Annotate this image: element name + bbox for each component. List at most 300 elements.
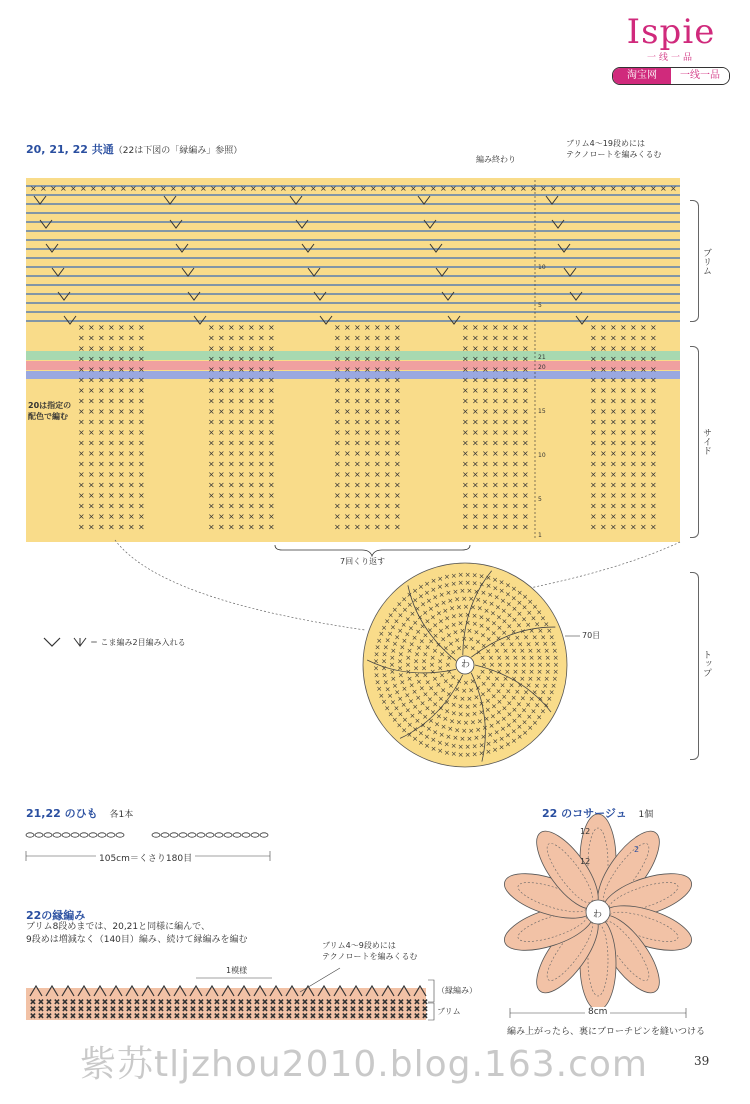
ring-stitch: ×: [490, 692, 497, 701]
stitch-x: ×: [138, 323, 145, 332]
edging-x: ×: [310, 998, 316, 1006]
stitch-x: ×: [600, 480, 607, 490]
cord-title: [26, 805, 133, 821]
ring-stitch: ×: [540, 707, 546, 716]
stitch-x-top: ×: [280, 184, 287, 193]
stitch-x: ×: [492, 449, 499, 458]
ring-stitch: ×: [450, 742, 457, 751]
ring-stitch: ×: [446, 667, 453, 676]
chain-oval: [35, 833, 43, 837]
stitch-x: ×: [610, 459, 617, 469]
stitch-x: ×: [492, 480, 499, 490]
stitch-x: ×: [354, 512, 361, 521]
stitch-x: ×: [640, 449, 647, 458]
ring-stitch: ×: [430, 744, 437, 753]
stitch-x: ×: [492, 333, 499, 343]
stitch-x-top: ×: [400, 184, 407, 193]
ring-stitch: ×: [381, 671, 388, 680]
ring-stitch: ×: [493, 593, 500, 602]
stitch-x: ×: [208, 375, 215, 385]
stitch-x: ×: [248, 344, 255, 353]
stitch-x: ×: [138, 512, 145, 521]
stitch-x: ×: [394, 480, 401, 490]
ring-stitch: ×: [397, 657, 403, 666]
stitch-x: ×: [640, 396, 647, 406]
ring-stitch: ×: [495, 634, 502, 643]
stitch-x: ×: [610, 470, 617, 479]
ring-stitch: ×: [463, 643, 469, 651]
ring-stitch: ×: [414, 605, 421, 614]
stitch-x: ×: [128, 344, 135, 353]
ring-stitch: ×: [552, 667, 559, 676]
ring-stitch: ×: [505, 687, 512, 696]
ring-stitch: ×: [447, 725, 454, 734]
edging-x: ×: [78, 1005, 84, 1013]
ring-stitch: ×: [396, 600, 403, 609]
ring-stitch: ×: [445, 661, 451, 669]
ring-stitch: ×: [399, 643, 406, 652]
edging-x: ×: [278, 1012, 284, 1020]
stitch-x: ×: [334, 459, 341, 469]
stitch-x: ×: [218, 354, 225, 364]
ring-stitch: ×: [537, 661, 543, 669]
stitch-x: ×: [462, 396, 469, 406]
stitch-x: ×: [590, 407, 597, 416]
ring-stitch: ×: [471, 702, 478, 711]
stitch-x: ×: [590, 323, 597, 332]
ring-stitch: ×: [480, 732, 487, 741]
ring-stitch: ×: [378, 691, 385, 700]
stitch-x: ×: [472, 491, 479, 500]
stitch-x: ×: [650, 407, 657, 416]
stitch-x: ×: [248, 512, 255, 521]
ring-stitch: ×: [444, 623, 450, 632]
stitch-x: ×: [600, 344, 607, 353]
stitch-x: ×: [620, 417, 627, 427]
stitch-x: ×: [492, 375, 499, 385]
stitch-x: ×: [462, 333, 469, 343]
stitch-x: ×: [108, 438, 115, 448]
ring-stitch: ×: [536, 653, 543, 662]
ring-stitch: ×: [454, 685, 461, 694]
stitch-x: ×: [334, 501, 341, 511]
stitch-x-top: ×: [570, 184, 577, 193]
edging-x: ×: [366, 998, 372, 1006]
edging-x: ×: [278, 998, 284, 1006]
ring-stitch: ×: [471, 579, 478, 588]
edging-x: ×: [382, 998, 388, 1006]
ring-stitch: ×: [527, 597, 534, 606]
ring-stitch: ×: [373, 664, 379, 673]
stitch-x: ×: [334, 375, 341, 385]
edging-x: ×: [414, 1005, 420, 1013]
ring-stitch: ×: [432, 728, 439, 737]
stitch-x: ×: [610, 396, 617, 406]
ring-stitch: ×: [515, 621, 522, 630]
ring-stitch: ×: [501, 704, 508, 713]
stitch-x: ×: [600, 470, 607, 479]
edging-x: ×: [166, 998, 172, 1006]
ring-stitch: ×: [421, 657, 428, 666]
edging-x: ×: [86, 1005, 92, 1013]
stitch-x: ×: [384, 480, 391, 490]
stitch-x: ×: [238, 522, 245, 532]
ring-stitch: ×: [501, 617, 508, 626]
brim-row-number-10: 10: [538, 264, 546, 271]
ring-stitch: ×: [400, 701, 407, 710]
edging-x: ×: [198, 1012, 204, 1020]
stitch-x: ×: [590, 480, 597, 490]
stitch-x-top: ×: [90, 184, 97, 193]
stitch-x: ×: [522, 417, 529, 427]
ring-stitch: ×: [494, 674, 500, 683]
stitch-x: ×: [334, 323, 341, 332]
top-bracket-right: [690, 572, 699, 760]
stitch-x: ×: [650, 323, 657, 332]
stitch-x: ×: [374, 365, 381, 374]
stitch-x: ×: [344, 480, 351, 490]
ring-stitch: ×: [405, 667, 412, 676]
ring-stitch: ×: [446, 654, 453, 663]
chain-oval: [188, 833, 196, 837]
ring-stitch: ×: [450, 612, 457, 621]
stitch-x: ×: [364, 375, 371, 385]
row-number-10: 10: [538, 452, 546, 459]
edging-x: ×: [206, 1012, 212, 1020]
edging-x: ×: [238, 1012, 244, 1020]
ring-stitch: ×: [490, 641, 497, 650]
ring-stitch: ×: [487, 730, 494, 739]
stitch-x: ×: [640, 354, 647, 364]
stitch-x: ×: [118, 375, 125, 385]
stitch-x: ×: [512, 459, 519, 469]
stitch-x: ×: [344, 344, 351, 353]
ring-stitch: ×: [516, 588, 523, 597]
stitch-x: ×: [600, 396, 607, 406]
ring-stitch: ×: [519, 627, 526, 636]
ring-stitch: ×: [459, 627, 466, 636]
ring-stitch: ×: [504, 740, 511, 749]
ring-stitch: ×: [480, 680, 487, 689]
ring-stitch: ×: [419, 622, 426, 631]
ring-stitch: ×: [540, 614, 546, 623]
ring-stitch: ×: [492, 584, 499, 593]
stitch-x: ×: [374, 522, 381, 532]
stitch-x: ×: [512, 354, 519, 364]
edging-desc: ブリム8段めまでは、20,21と同様に編んで、 9段めは増減なく（140目）編み、続けて縁編みを編む: [26, 922, 248, 945]
ring-stitch: ×: [404, 615, 411, 624]
stitch-x: ×: [128, 375, 135, 385]
stitch-x: ×: [630, 480, 637, 490]
ring-stitch: ×: [527, 724, 534, 733]
ring-stitch: ×: [463, 719, 469, 727]
stitch-x: ×: [384, 491, 391, 500]
stitch-x: ×: [512, 323, 519, 332]
stitch-x: ×: [78, 480, 85, 490]
stitch-x: ×: [482, 459, 489, 469]
stitch-x-top: ×: [360, 184, 367, 193]
row-number-21: 21: [538, 354, 546, 361]
stitch-x: ×: [218, 470, 225, 479]
ring-stitch: ×: [428, 684, 435, 693]
ring-stitch: ×: [500, 596, 506, 605]
stitch-x: ×: [620, 491, 627, 500]
ring-stitch: ×: [401, 636, 408, 645]
repeat-label: 7回くり返す: [340, 557, 386, 566]
stitch-x: ×: [228, 417, 235, 427]
stitch-x: ×: [522, 501, 529, 511]
stitch-x-top: ×: [500, 184, 507, 193]
stitch-x: ×: [610, 480, 617, 490]
stitch-x: ×: [258, 522, 265, 532]
ring-stitch: ×: [490, 702, 497, 711]
edging-x: ×: [150, 1012, 156, 1020]
edging-x: ×: [190, 1005, 196, 1013]
edging-x: ×: [342, 998, 348, 1006]
stitch-x: ×: [138, 386, 145, 395]
ring-stitch: ×: [552, 654, 559, 663]
ring-stitch: ×: [540, 688, 547, 697]
stitch-x: ×: [128, 333, 135, 343]
ring-stitch: ×: [420, 721, 426, 730]
edging-x: ×: [358, 1012, 364, 1020]
edging-x: ×: [182, 1005, 188, 1013]
edging-x: ×: [342, 1005, 348, 1013]
ring-stitch: ×: [390, 623, 396, 632]
ring-stitch: ×: [415, 628, 422, 637]
edging-x: ×: [326, 998, 332, 1006]
stitch-x: ×: [374, 375, 381, 385]
stitch-x: ×: [462, 375, 469, 385]
ring-stitch: ×: [397, 694, 404, 703]
edging-x: ×: [286, 998, 292, 1006]
ring-stitch: ×: [456, 718, 462, 727]
edging-x: ×: [206, 998, 212, 1006]
stitch-x: ×: [600, 428, 607, 437]
edging-x: ×: [158, 998, 164, 1006]
ring-stitch: ×: [442, 606, 449, 615]
stitch-x: ×: [590, 333, 597, 343]
stitch-x: ×: [208, 333, 215, 343]
stitch-x: ×: [268, 407, 275, 416]
stitch-x: ×: [522, 428, 529, 437]
edging-x: ×: [102, 1005, 108, 1013]
stitch-x: ×: [228, 396, 235, 406]
stitch-x: ×: [522, 407, 529, 416]
stitch-x: ×: [228, 491, 235, 500]
stitch-x: ×: [354, 417, 361, 427]
ring-stitch: ×: [520, 667, 527, 676]
stitch-x: ×: [502, 365, 509, 374]
stitch-x: ×: [492, 428, 499, 437]
stitch-x: ×: [108, 333, 115, 343]
stitch-x: ×: [228, 354, 235, 364]
stitch-x: ×: [98, 438, 105, 448]
stitch-x: ×: [218, 501, 225, 511]
stitch-x: ×: [374, 386, 381, 395]
ring-stitch: ×: [508, 640, 515, 649]
ring-stitch: ×: [440, 686, 447, 695]
ring-stitch: ×: [422, 650, 429, 659]
stitch-x: ×: [630, 396, 637, 406]
ring-stitch: ×: [443, 581, 450, 590]
stitch-x: ×: [354, 344, 361, 353]
stitch-x: ×: [620, 396, 627, 406]
top-center-mark: わ: [461, 660, 471, 670]
ring-stitch: ×: [530, 614, 537, 623]
stitch-x: ×: [88, 449, 95, 458]
stitch-x: ×: [492, 365, 499, 374]
edging-x: ×: [54, 998, 60, 1006]
stitch-x: ×: [334, 417, 341, 427]
chain-oval: [161, 833, 169, 837]
ring-stitch: ×: [528, 653, 535, 662]
ring-stitch: ×: [416, 613, 423, 622]
ring-stitch: ×: [426, 596, 432, 605]
stitch-x: ×: [610, 438, 617, 448]
ring-stitch: ×: [438, 694, 444, 703]
chain-oval: [98, 833, 106, 837]
edging-x: ×: [222, 1005, 228, 1013]
stitch-x: ×: [238, 480, 245, 490]
edging-x: ×: [174, 1005, 180, 1013]
ring-stitch: ×: [521, 615, 528, 624]
ring-stitch: ×: [427, 716, 434, 725]
edging-x: ×: [142, 1005, 148, 1013]
edging-x: ×: [230, 1005, 236, 1013]
stitch-x: ×: [462, 417, 469, 427]
stitch-x: ×: [238, 501, 245, 511]
ring-stitch: ×: [452, 628, 459, 637]
stitch-x: ×: [364, 344, 371, 353]
stitch-x: ×: [228, 449, 235, 458]
stitch-x: ×: [98, 375, 105, 385]
stitch-x-top: ×: [220, 184, 227, 193]
ring-stitch: ×: [404, 630, 411, 639]
ring-stitch: ×: [513, 661, 519, 669]
stitch-x: ×: [258, 501, 265, 511]
ring-stitch: ×: [416, 643, 422, 652]
stitch-x: ×: [108, 428, 115, 437]
ring-stitch: ×: [446, 631, 452, 640]
edging-x: ×: [398, 1012, 404, 1020]
stitch-x: ×: [98, 470, 105, 479]
corsage-petal-label-3: 2: [634, 845, 640, 854]
ring-stitch: ×: [405, 661, 411, 669]
ring-stitch: ×: [436, 738, 443, 747]
edging-x: ×: [294, 1005, 300, 1013]
edging-x: ×: [350, 1012, 356, 1020]
edging-x: ×: [374, 1005, 380, 1013]
stitch-x: ×: [78, 407, 85, 416]
stitch-x: ×: [138, 438, 145, 448]
ring-stitch: ×: [482, 597, 488, 606]
stitch-x-top: ×: [560, 184, 567, 193]
edging-x: ×: [214, 998, 220, 1006]
badge-left: 淘宝网: [613, 68, 671, 84]
ring-stitch: ×: [418, 684, 425, 693]
stitch-x: ×: [208, 512, 215, 521]
ring-stitch: ×: [384, 617, 391, 626]
ring-stitch: ×: [408, 640, 415, 649]
stitch-x: ×: [650, 375, 657, 385]
stitch-x: ×: [118, 365, 125, 374]
stitch-x: ×: [334, 333, 341, 343]
stitch-x: ×: [208, 491, 215, 500]
stitch-x: ×: [138, 354, 145, 364]
ring-stitch: ×: [479, 667, 486, 676]
stitch-x: ×: [108, 501, 115, 511]
stitch-x: ×: [620, 344, 627, 353]
ring-stitch: ×: [450, 701, 457, 710]
ring-stitch: ×: [501, 628, 508, 637]
stitch-x: ×: [248, 470, 255, 479]
stitch-x: ×: [384, 333, 391, 343]
edging-x: ×: [270, 1005, 276, 1013]
ring-stitch: ×: [500, 606, 507, 615]
main-title-text: 20, 21, 22 共通: [26, 143, 114, 156]
stitch-x: ×: [502, 375, 509, 385]
ring-stitch: ×: [384, 704, 391, 713]
chain-oval: [107, 833, 115, 837]
stitch-x: ×: [78, 512, 85, 521]
stitch-x-top: ×: [160, 184, 167, 193]
stitch-x: ×: [650, 386, 657, 395]
stitch-x: ×: [462, 470, 469, 479]
stitch-x: ×: [394, 470, 401, 479]
stitch-x: ×: [650, 449, 657, 458]
ring-stitch: ×: [484, 705, 491, 714]
stitch-x: ×: [522, 396, 529, 406]
edging-x: ×: [174, 998, 180, 1006]
stitch-x: ×: [118, 438, 125, 448]
ring-stitch: ×: [514, 687, 521, 696]
stitch-x: ×: [118, 386, 125, 395]
ring-stitch: ×: [401, 715, 408, 724]
stitch-x: ×: [502, 417, 509, 427]
stitch-x: ×: [218, 522, 225, 532]
ring-stitch: ×: [401, 606, 408, 615]
ring-stitch: ×: [464, 579, 471, 588]
stitch-x: ×: [268, 333, 275, 343]
stitch-x: ×: [364, 365, 371, 374]
stitch-x: ×: [78, 470, 85, 479]
stitch-x: ×: [98, 522, 105, 532]
edging-x: ×: [38, 998, 44, 1006]
stitch-x: ×: [590, 449, 597, 458]
ring-stitch: ×: [546, 695, 553, 704]
chain-oval: [215, 833, 223, 837]
chain-oval: [116, 833, 124, 837]
stitch-x: ×: [118, 522, 125, 532]
ring-stitch: ×: [424, 643, 431, 652]
stitch-x: ×: [238, 438, 245, 448]
edging-x: ×: [334, 1005, 340, 1013]
ring-stitch: ×: [516, 723, 523, 732]
stitch-x: ×: [492, 344, 499, 353]
stitch-x: ×: [640, 480, 647, 490]
brand-subtitle: 一线一品: [646, 53, 695, 63]
ring-stitch: ×: [450, 579, 457, 588]
ring-stitch: ×: [482, 724, 488, 733]
ring-stitch: ×: [469, 718, 476, 727]
stitch-x: ×: [268, 512, 275, 521]
edging-x: ×: [198, 998, 204, 1006]
ring-stitch: ×: [464, 702, 471, 711]
edging-x: ×: [86, 998, 92, 1006]
ring-stitch: ×: [440, 635, 447, 644]
ring-stitch: ×: [522, 593, 529, 602]
